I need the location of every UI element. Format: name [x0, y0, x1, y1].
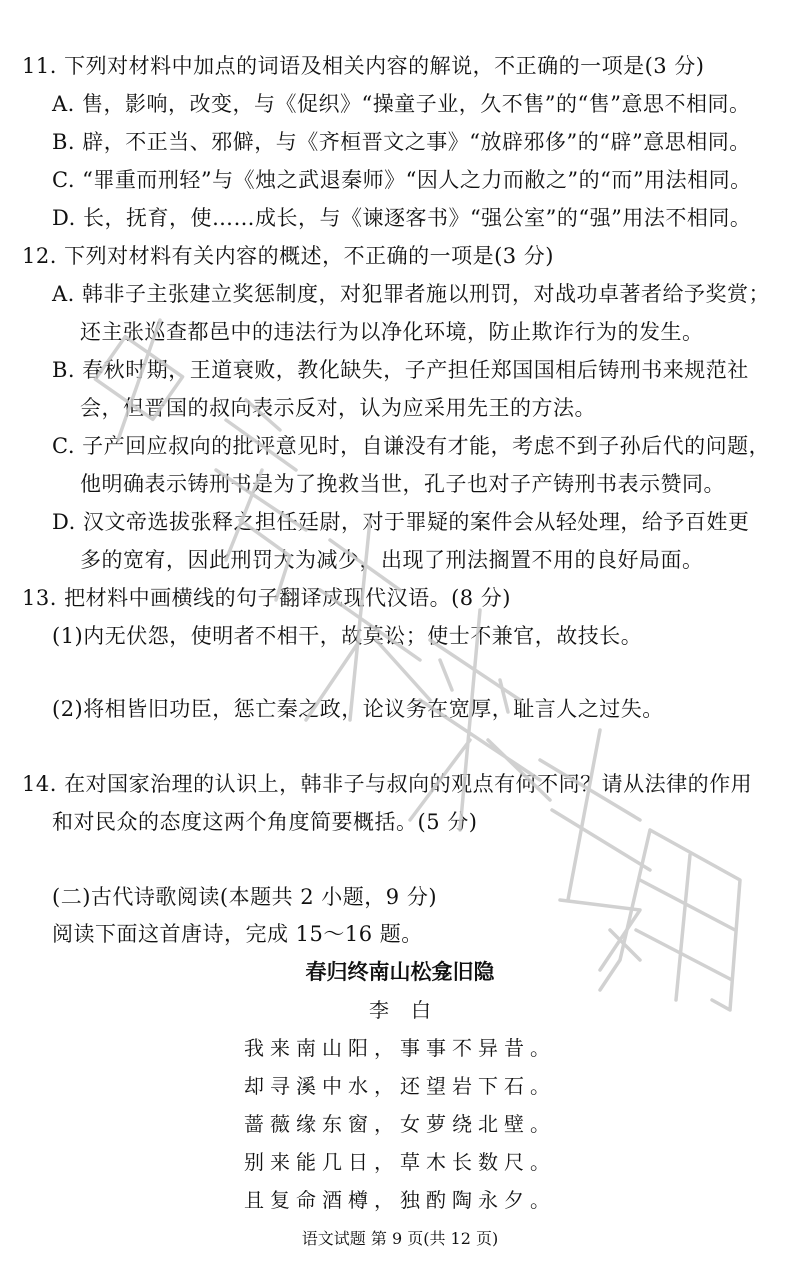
q11-option-b: B. 辟，不正当、邪僻，与《齐桓晋文之事》“放辟邪侈”的“辟”意思相同。 [52, 130, 751, 154]
q12-option-a-line2: 还主张巡查都邑中的违法行为以净化环境，防止欺诈行为的发生。 [80, 320, 704, 344]
poem-line-5: 且复命酒樽，独酌陶永夕。 [244, 1188, 556, 1212]
poem-title: 春归终南山松龛旧隐 [305, 959, 495, 984]
q14-line2: 和对民众的态度这两个角度简要概括。(5 分) [52, 810, 478, 834]
poem-line-4: 别来能几日，草木长数尺。 [244, 1150, 556, 1174]
q14-line1: 14. 在对国家治理的认识上，韩非子与叔向的观点有何不同？请从法律的作用 [22, 772, 753, 796]
q11-option-c: C. “罪重而刑轻”与《烛之武退秦师》“因人之力而敝之”的“而”用法相同。 [52, 168, 752, 192]
page-footer: 语文试题 第 9 页(共 12 页) [301, 1229, 499, 1248]
q13-item-2: (2)将相皆旧功臣，惩亡秦之政，论议务在宽厚，耻言人之过失。 [52, 697, 664, 721]
q12-stem: 12. 下列对材料有关内容的概述，不正确的一项是(3 分) [22, 244, 554, 268]
poem-author: 李白 [369, 998, 453, 1022]
section-instruction: 阅读下面这首唐诗，完成 15～16 题。 [52, 922, 423, 946]
q12-option-a-line1: A. 韩非子主张建立奖惩制度，对犯罪者施以刑罚，对战功卓著者给予奖赏； [52, 282, 771, 306]
poem-line-2: 却寻溪中水，还望岩下石。 [244, 1074, 556, 1098]
q11-option-a: A. 售，影响，改变，与《促织》“操童子业，久不售”的“售”意思不相同。 [52, 92, 751, 116]
poem-line-3: 蔷薇缘东窗，女萝绕北壁。 [244, 1112, 556, 1136]
q11-option-d: D. 长，抚育，使……成长，与《谏逐客书》“强公室”的“强”用法不相同。 [52, 206, 752, 230]
poem-line-1: 我来南山阳，事事不异昔。 [244, 1036, 556, 1060]
section-heading: (二)古代诗歌阅读(本题共 2 小题，9 分) [52, 885, 438, 909]
q12-option-d-line1: D. 汉文帝选拔张释之担任廷尉，对于罪疑的案件会从轻处理，给予百姓更 [52, 510, 750, 534]
q12-option-d-line2: 多的宽宥，因此刑罚大为减少，出现了刑法搁置不用的良好局面。 [80, 548, 704, 572]
q12-option-b-line1: B. 春秋时期，王道衰败，教化缺失，子产担任郑国国相后铸刑书来规范社 [52, 358, 749, 382]
q12-option-c-line2: 他明确表示铸刑书是为了挽救当世，孔子也对子产铸刑书表示赞同。 [80, 472, 725, 496]
q13-stem: 13. 把材料中画横线的句子翻译成现代汉语。(8 分) [22, 586, 511, 610]
q13-item-1: (1)内无伏怨，使明者不相干，故莫讼；使士不兼官，故技长。 [52, 624, 643, 648]
q12-option-b-line2: 会，但晋国的叔向表示反对，认为应采用先王的方法。 [80, 396, 596, 420]
q12-option-c-line1: C. 子产回应叔向的批评意见时，自谦没有才能，考虑不到子孙后代的问题， [52, 434, 771, 458]
q11-stem: 11. 下列对材料中加点的词语及相关内容的解说，不正确的一项是(3 分) [22, 54, 705, 78]
